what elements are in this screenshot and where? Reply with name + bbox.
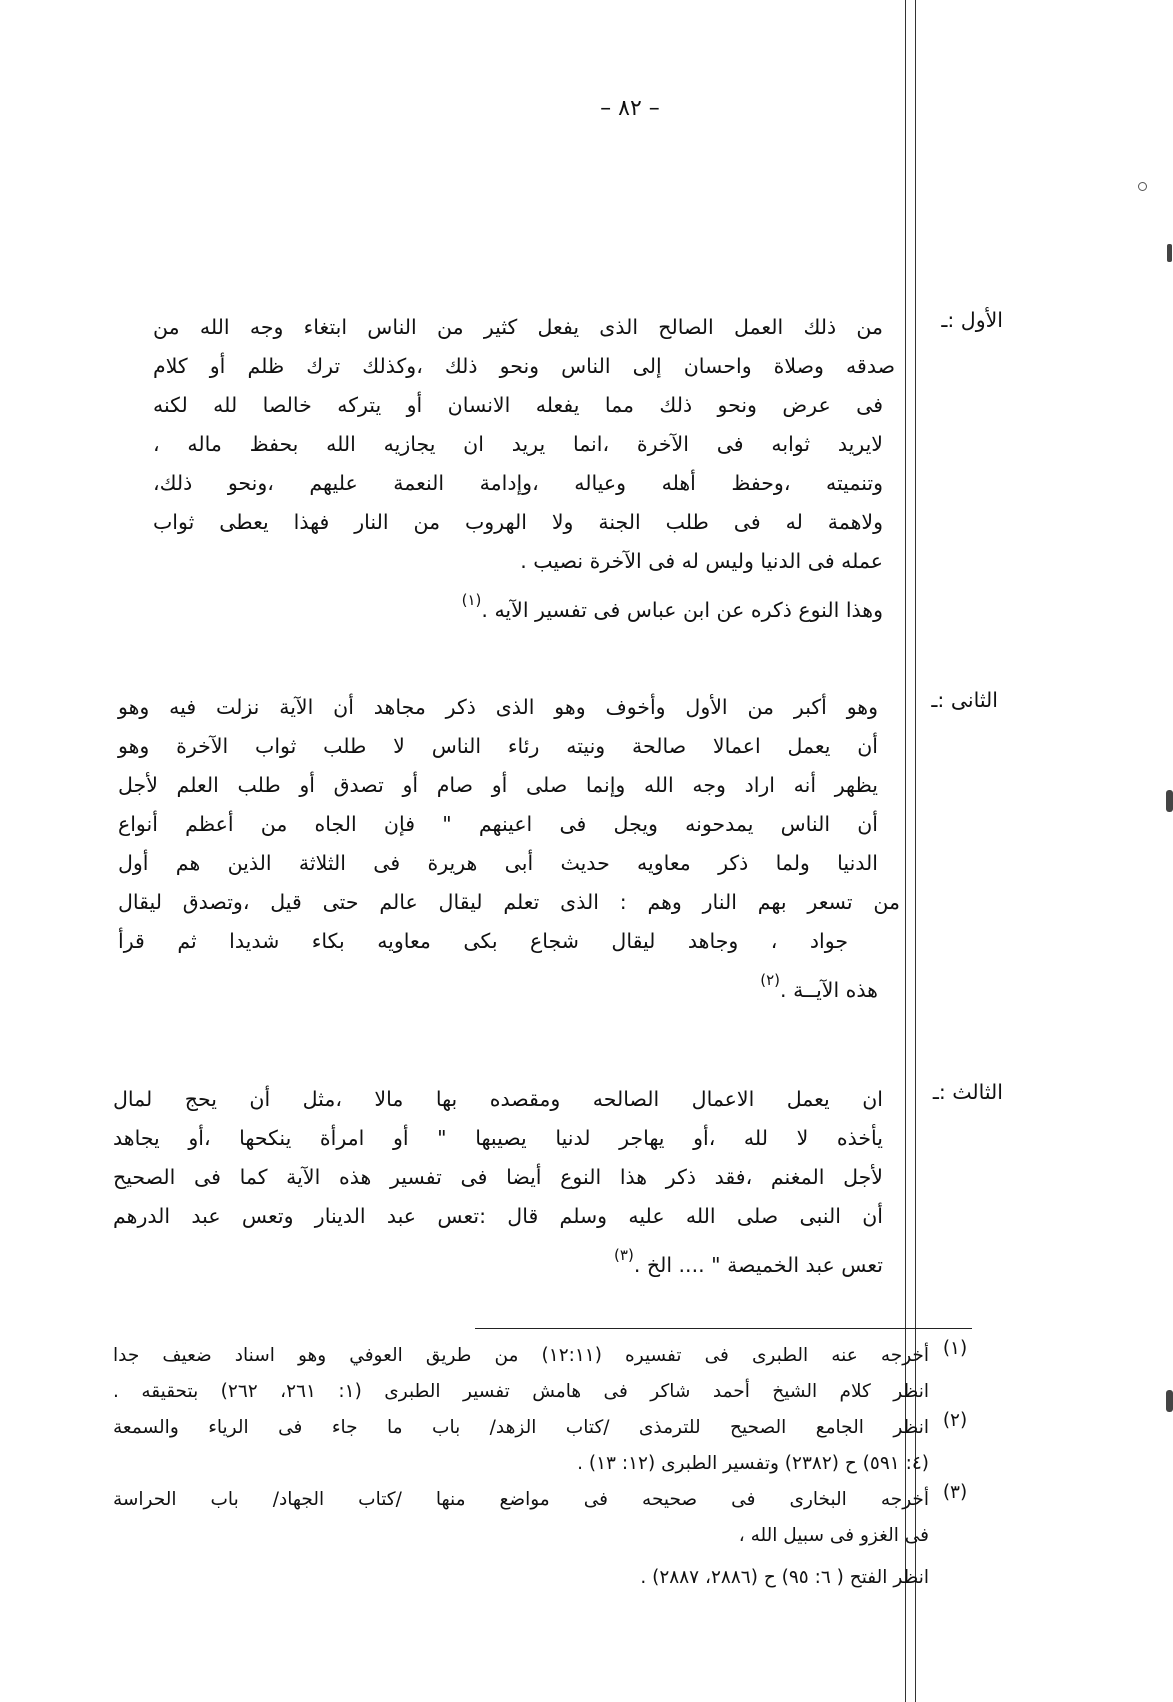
footnotes [113,1338,973,1596]
footnote-ref: (٣) [614,1246,634,1264]
text-line: من ذلك العمل الصالح الذى يفعل كثير من الناس ابتغاء وجه الله من [153,315,883,339]
footnote-line: فى الغزو فى سبيل الله ، [738,1525,929,1546]
footnote-line: أخرجه البخارى فى صحيحه فى مواضع منها /كتاب الجهاد/ باب الحراسة [113,1489,929,1510]
text-line: أن النبى صلى الله عليه وسلم قال :تعس عبد الدينار وتعس عبد الدرهم [113,1204,883,1228]
footnote-separator [475,1328,972,1329]
footnote-line: أخرجه عنه الطبرى فى تفسيره (١٢:١١) من طريق العوفي وهو اسناد ضعيف جدا [113,1345,929,1366]
section-label: الأول :ـ [941,308,1003,332]
text-line: وهو أكبر من الأول وأخوف وهو الذى ذكر مجاهد أن الآية نزلت فيه وهو [118,695,878,719]
text-line: صدقه وصلاة واحسان إلى الناس ونحو ذلك ،وكذلك ترك ظلم أو كلام [153,354,895,378]
footnote-1 [113,1338,973,1410]
section-label: الثالث :ـ [932,1080,1003,1104]
text-segment: هذه الآيــة . [780,978,878,1002]
section-label: الثانى :ـ [931,688,998,712]
footnote-ref: (١) [461,591,482,609]
text-segment: تعس عبد الخميصة " .... الخ . [633,1253,883,1277]
text-line: أن يعمل اعمالا صالحة ونيته رئاء الناس لا طلب ثواب الآخرة وهو [118,734,878,758]
text-line: يأخذه لا لله ،أو يهاجر لدنيا يصيبها " أو امرأة ينكحها ،أو يجاهد [113,1126,883,1150]
text-line-with-ref [118,961,878,1000]
text-line: الدنيا ولما ذكر معاويه حديث أبى هريرة فى الثلاثة الذين هم أول [118,851,878,875]
scan-mark [1166,1390,1173,1412]
footnote-2 [113,1410,973,1482]
text-line: أن الناس يمدحونه ويجل فى اعينهم " فإن الجاه من أعظم أنواع [118,812,878,836]
scan-speck [1138,182,1147,191]
text-line: وتنميته ،وحفظ أهله وعياله ،وإدامة النعمة عليهم ،ونحو ذلك، [153,471,883,495]
text-line-with-ref [113,1236,883,1275]
text-line: ولاهمة له فى طلب الجنة ولا الهروب من النار فهذا يعطى ثواب [153,510,883,534]
footnote-line: انظر الفتح ( ٦: ٩٥) ح (٢٨٨٦، ٢٨٨٧) . [640,1567,929,1588]
scan-mark [1166,790,1173,812]
scan-mark [1167,244,1172,262]
text-segment: وهذا النوع ذكره عن ابن عباس فى تفسير الآيه . [481,598,883,622]
text-line: جواد ، وجاهد ليقال شجاع بكى معاويه بكاء شديدا ثم قرأ [118,929,848,953]
text-line: عمله فى الدنيا وليس له فى الآخرة نصيب . [520,549,883,573]
footnote-number: (٣) [942,1482,968,1503]
section-first [153,308,1003,622]
footnote-line: انظر كلام الشيخ أحمد شاكر فى هامش تفسير الطبرى (١: ٢٦١، ٢٦٢) بتحقيقه . [113,1381,929,1402]
text-line: من تسعر بهم النار وهم : الذى تعلم ليقال عالم حتى قيل ،وتصدق ليقال [118,890,900,914]
text-line: فى عرض ونحو ذلك مما يفعله الانسان أو يتركه خالصا لله لكنه [153,393,883,417]
text-line: يظهر أنه اراد وجه الله وإنما صلى أو صام أو تصدق أو طلب العلم لأجل [118,773,878,797]
text-line: لأجل المغنم ،فقد ذكر هذا النوع أيضا فى تفسير هذه الآية كما فى الصحيح [113,1165,883,1189]
section-second [118,688,998,1002]
page-number: – ٨٢ – [600,96,660,121]
footnote-line: انظر الجامع الصحيح للترمذى /كتاب الزهد/ باب ما جاء فى الرياء والسمعة [113,1417,929,1438]
text-line: ان يعمل الاعمال الصالحه ومقصده بها مالا ،مثل أن يحج لمال [113,1087,883,1111]
section-third [113,1080,1003,1277]
footnote-ref: (٢) [760,971,781,989]
text-line: لايريد ثوابه فى الآخرة ،انما يريد ان يجازيه الله بحفظ ماله ، [153,432,883,456]
text-line-with-ref [153,581,883,620]
footnote-number: (٢) [942,1410,968,1431]
footnote-line: (٤: ٥٩١) ح (٢٣٨٢) وتفسير الطبرى (١٢: ١٣) . [577,1453,929,1474]
footnote-number: (١) [942,1338,968,1359]
footnote-3 [113,1482,973,1596]
